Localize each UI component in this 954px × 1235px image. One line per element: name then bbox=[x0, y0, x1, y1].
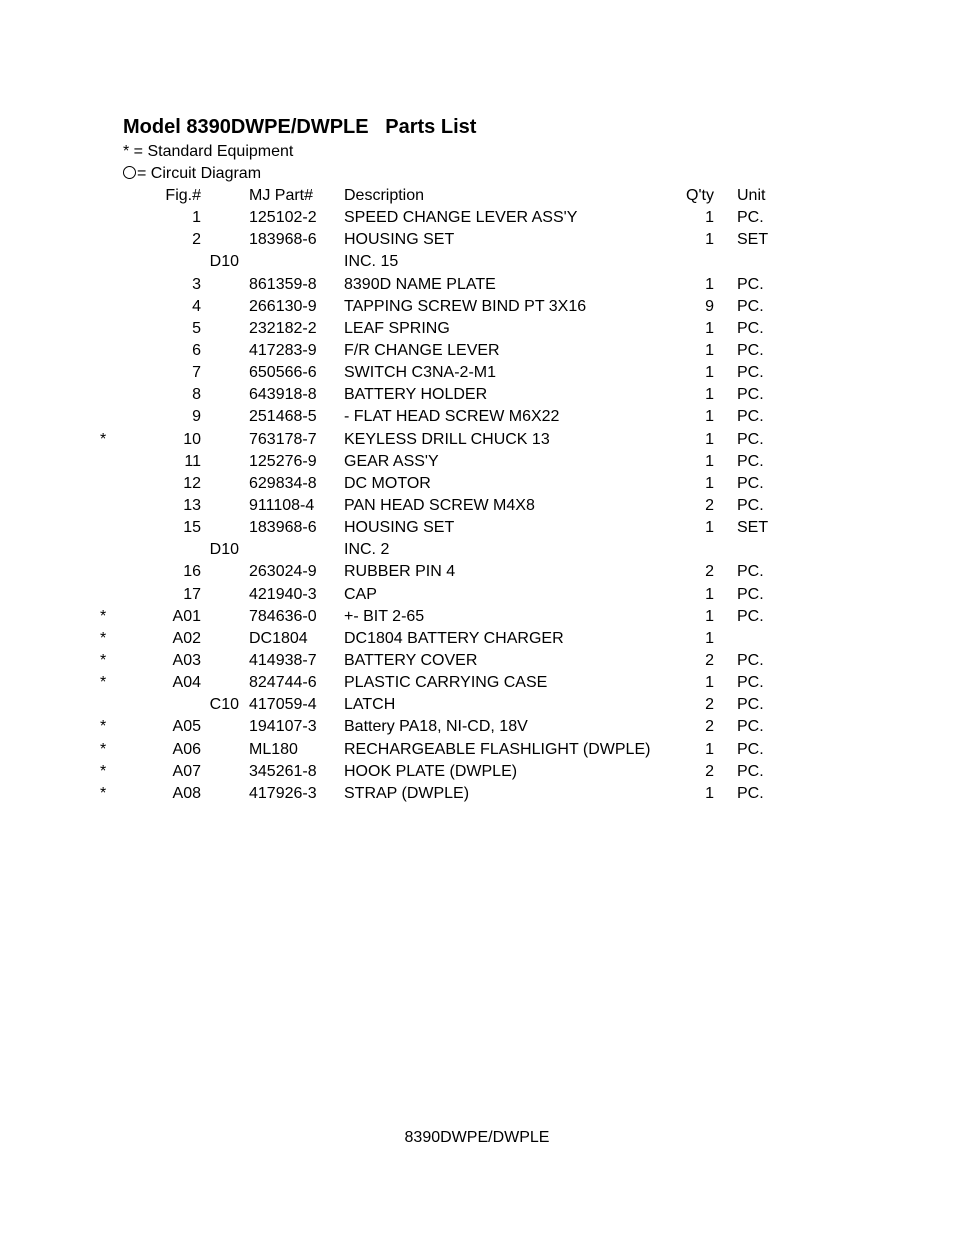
unit: PC. bbox=[737, 607, 764, 625]
quantity: 2 bbox=[705, 696, 714, 714]
part-number: 417926-3 bbox=[249, 784, 317, 802]
description: HOUSING SET bbox=[344, 519, 455, 537]
part-number: 232182-2 bbox=[249, 319, 317, 337]
table-row bbox=[0, 696, 954, 718]
description: HOOK PLATE (DWPLE) bbox=[344, 762, 518, 780]
header-fig: Fig.# bbox=[165, 187, 201, 204]
quantity: 2 bbox=[705, 563, 714, 581]
table-row bbox=[0, 364, 954, 386]
unit: PC. bbox=[737, 496, 764, 514]
description: DC1804 BATTERY CHARGER bbox=[344, 629, 564, 647]
header-description: Description bbox=[344, 187, 425, 204]
quantity: 1 bbox=[705, 275, 714, 293]
table-row bbox=[0, 386, 954, 408]
table-row bbox=[0, 342, 954, 364]
description: BATTERY COVER bbox=[344, 651, 478, 669]
table-row bbox=[0, 563, 954, 585]
description: DC MOTOR bbox=[344, 474, 431, 492]
unit: PC. bbox=[737, 718, 764, 736]
standard-marker: * bbox=[100, 784, 107, 802]
part-number: 266130-9 bbox=[249, 297, 317, 315]
part-number: 183968-6 bbox=[249, 519, 317, 537]
unit: PC. bbox=[737, 297, 764, 315]
part-number: 183968-6 bbox=[249, 231, 317, 249]
part-number: 251468-5 bbox=[249, 408, 317, 426]
table-row bbox=[0, 253, 954, 275]
table-row bbox=[0, 674, 954, 696]
header-qty: Q'ty bbox=[686, 187, 714, 204]
circuit-ref: D10 bbox=[209, 541, 239, 559]
header-unit: Unit bbox=[737, 187, 766, 204]
legend-circuit-label: = Circuit Diagram bbox=[137, 165, 262, 182]
fig-number: A08 bbox=[172, 784, 201, 802]
description: RECHARGEABLE FLASHLIGHT (DWPLE) bbox=[344, 740, 651, 758]
quantity: 1 bbox=[705, 474, 714, 492]
unit: PC. bbox=[737, 762, 764, 780]
page-footer: 8390DWPE/DWPLE bbox=[404, 1129, 550, 1146]
table-row bbox=[0, 586, 954, 608]
fig-number: A01 bbox=[172, 607, 201, 625]
description: Battery PA18, NI-CD, 18V bbox=[344, 718, 528, 736]
fig-number: 2 bbox=[192, 231, 201, 249]
standard-marker: * bbox=[100, 718, 107, 736]
unit: PC. bbox=[737, 319, 764, 337]
table-row bbox=[0, 763, 954, 785]
quantity: 1 bbox=[705, 408, 714, 426]
fig-number: A06 bbox=[172, 740, 201, 758]
table-row bbox=[0, 608, 954, 630]
legend-circuit-diagram bbox=[123, 165, 261, 183]
unit: PC. bbox=[737, 474, 764, 492]
quantity: 1 bbox=[705, 674, 714, 692]
unit: PC. bbox=[737, 275, 764, 293]
description: BATTERY HOLDER bbox=[344, 386, 488, 404]
table-row bbox=[0, 320, 954, 342]
quantity: 1 bbox=[705, 231, 714, 249]
table-row bbox=[0, 276, 954, 298]
unit: PC. bbox=[737, 585, 764, 603]
description: INC. 15 bbox=[344, 253, 399, 271]
part-number: DC1804 bbox=[249, 629, 308, 647]
quantity: 2 bbox=[705, 651, 714, 669]
table-row bbox=[0, 431, 954, 453]
part-number: 414938-7 bbox=[249, 651, 317, 669]
part-number: 629834-8 bbox=[249, 474, 317, 492]
unit: PC. bbox=[737, 341, 764, 359]
quantity: 1 bbox=[705, 585, 714, 603]
standard-marker: * bbox=[100, 430, 107, 448]
table-row bbox=[0, 718, 954, 740]
standard-marker: * bbox=[100, 607, 107, 625]
fig-number: 16 bbox=[183, 563, 201, 581]
quantity: 9 bbox=[705, 297, 714, 315]
table-row bbox=[0, 519, 954, 541]
quantity: 1 bbox=[705, 319, 714, 337]
quantity: 2 bbox=[705, 496, 714, 514]
fig-number: 17 bbox=[183, 585, 201, 603]
table-row bbox=[0, 209, 954, 231]
part-number: 417059-4 bbox=[249, 696, 317, 714]
fig-number: 5 bbox=[192, 319, 201, 337]
description: RUBBER PIN 4 bbox=[344, 563, 456, 581]
table-row bbox=[0, 453, 954, 475]
part-number: 194107-3 bbox=[249, 718, 317, 736]
unit: PC. bbox=[737, 740, 764, 758]
fig-number: A02 bbox=[172, 629, 201, 647]
table-row bbox=[0, 652, 954, 674]
table-row bbox=[0, 497, 954, 519]
quantity: 2 bbox=[705, 762, 714, 780]
description: INC. 2 bbox=[344, 541, 390, 559]
quantity: 1 bbox=[705, 629, 714, 647]
unit: PC. bbox=[737, 386, 764, 404]
table-row bbox=[0, 630, 954, 652]
fig-number: 13 bbox=[183, 496, 201, 514]
unit: PC. bbox=[737, 364, 764, 382]
description: LEAF SPRING bbox=[344, 319, 450, 337]
fig-number: 4 bbox=[192, 297, 201, 315]
part-number: 125102-2 bbox=[249, 209, 317, 227]
description: PLASTIC CARRYING CASE bbox=[344, 674, 548, 692]
standard-marker: * bbox=[100, 629, 107, 647]
table-header-row bbox=[0, 187, 954, 209]
quantity: 1 bbox=[705, 607, 714, 625]
table-body bbox=[0, 209, 954, 807]
fig-number: 8 bbox=[192, 386, 201, 404]
fig-number: A04 bbox=[172, 674, 201, 692]
quantity: 1 bbox=[705, 341, 714, 359]
quantity: 2 bbox=[705, 718, 714, 736]
unit: SET bbox=[737, 519, 769, 537]
circle-icon bbox=[123, 166, 136, 179]
quantity: 1 bbox=[705, 430, 714, 448]
description: CAP bbox=[344, 585, 377, 603]
description: GEAR ASS'Y bbox=[344, 452, 439, 470]
unit: PC. bbox=[737, 209, 764, 227]
unit: PC. bbox=[737, 651, 764, 669]
standard-marker: * bbox=[100, 674, 107, 692]
table-row bbox=[0, 231, 954, 253]
description: 8390D NAME PLATE bbox=[344, 275, 496, 293]
parts-table bbox=[0, 187, 954, 807]
quantity: 1 bbox=[705, 452, 714, 470]
fig-number: A03 bbox=[172, 651, 201, 669]
fig-number: 12 bbox=[183, 474, 201, 492]
unit: PC. bbox=[737, 784, 764, 802]
part-number: 911108-4 bbox=[249, 496, 315, 514]
description: HOUSING SET bbox=[344, 231, 455, 249]
standard-marker: * bbox=[100, 740, 107, 758]
fig-number: 7 bbox=[192, 364, 201, 382]
part-number: 263024-9 bbox=[249, 563, 317, 581]
unit: PC. bbox=[737, 452, 764, 470]
description: TAPPING SCREW BIND PT 3X16 bbox=[344, 297, 587, 315]
unit: PC. bbox=[737, 408, 764, 426]
unit: PC. bbox=[737, 563, 764, 581]
table-row bbox=[0, 541, 954, 563]
unit: PC. bbox=[737, 696, 764, 714]
fig-number: 15 bbox=[183, 519, 201, 537]
quantity: 1 bbox=[705, 740, 714, 758]
quantity: 1 bbox=[705, 209, 714, 227]
table-row bbox=[0, 408, 954, 430]
description: SPEED CHANGE LEVER ASS'Y bbox=[344, 209, 578, 227]
quantity: 1 bbox=[705, 364, 714, 382]
description: SWITCH C3NA-2-M1 bbox=[344, 364, 497, 382]
unit: SET bbox=[737, 231, 769, 249]
circuit-ref: C10 bbox=[209, 696, 239, 714]
part-number: ML180 bbox=[249, 740, 298, 758]
part-number: 861359-8 bbox=[249, 275, 317, 293]
fig-number: 6 bbox=[192, 341, 201, 359]
description: LATCH bbox=[344, 696, 396, 714]
standard-marker: * bbox=[100, 762, 107, 780]
description: - FLAT HEAD SCREW M6X22 bbox=[344, 408, 560, 426]
part-number: 421940-3 bbox=[249, 585, 317, 603]
fig-number: 11 bbox=[184, 452, 201, 470]
part-number: 125276-9 bbox=[249, 452, 317, 470]
circuit-ref: D10 bbox=[209, 253, 239, 271]
part-number: 345261-8 bbox=[249, 762, 317, 780]
description: F/R CHANGE LEVER bbox=[344, 341, 500, 359]
part-number: 650566-6 bbox=[249, 364, 317, 382]
fig-number: A05 bbox=[172, 718, 201, 736]
fig-number: 3 bbox=[192, 275, 201, 293]
table-row bbox=[0, 298, 954, 320]
part-number: 763178-7 bbox=[249, 430, 317, 448]
table-row bbox=[0, 475, 954, 497]
description: STRAP (DWPLE) bbox=[344, 784, 470, 802]
fig-number: A07 bbox=[172, 762, 201, 780]
part-number: 417283-9 bbox=[249, 341, 317, 359]
description: PAN HEAD SCREW M4X8 bbox=[344, 496, 535, 514]
part-number: 824744-6 bbox=[249, 674, 317, 692]
table-row bbox=[0, 741, 954, 763]
page-title: Model 8390DWPE/DWPLE Parts List bbox=[123, 116, 477, 138]
header-part: MJ Part# bbox=[249, 187, 314, 204]
quantity: 1 bbox=[705, 386, 714, 404]
description: KEYLESS DRILL CHUCK 13 bbox=[344, 430, 550, 448]
quantity: 1 bbox=[705, 519, 714, 537]
unit: PC. bbox=[737, 674, 764, 692]
part-number: 643918-8 bbox=[249, 386, 317, 404]
standard-marker: * bbox=[100, 651, 107, 669]
description: +- BIT 2-65 bbox=[344, 607, 425, 625]
fig-number: 1 bbox=[192, 209, 201, 227]
fig-number: 9 bbox=[192, 408, 201, 426]
unit: PC. bbox=[737, 430, 764, 448]
fig-number: 10 bbox=[183, 430, 201, 448]
quantity: 1 bbox=[705, 784, 714, 802]
legend-standard-equipment: * = Standard Equipment bbox=[123, 143, 294, 160]
part-number: 784636-0 bbox=[249, 607, 317, 625]
table-row bbox=[0, 785, 954, 807]
